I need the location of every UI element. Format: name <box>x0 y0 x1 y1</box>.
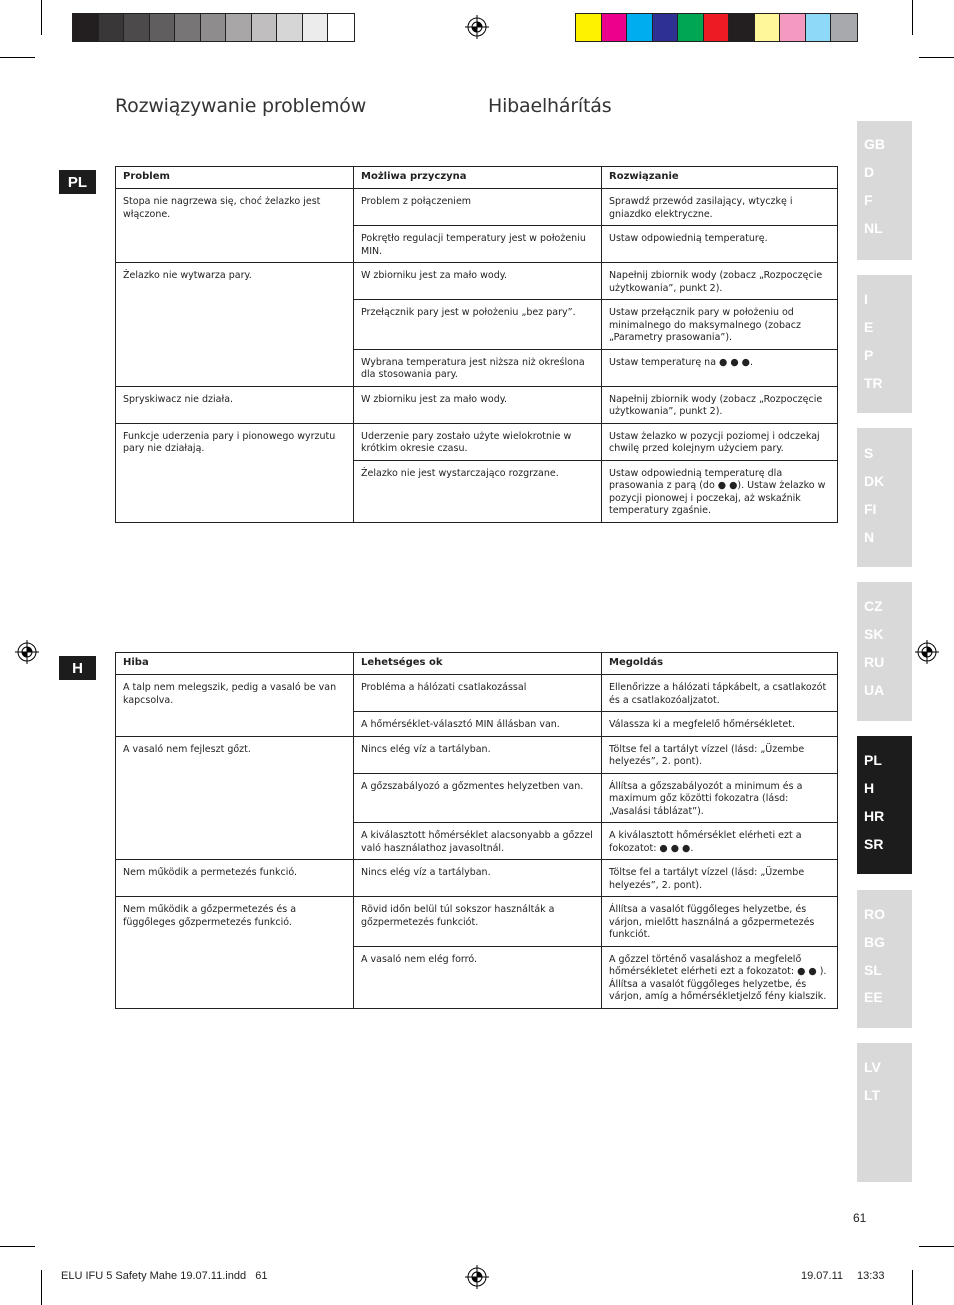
crop-mark <box>919 57 954 58</box>
solution-cell: Töltse fel a tartályt vízzel (lásd: „Üzembe helyezés”, 2. pont). <box>602 736 838 773</box>
cause-cell: Pokrętło regulacji temperatury jest w położeniu MIN. <box>354 226 602 263</box>
footer-time: 13:33 <box>857 1270 885 1282</box>
crop-mark <box>41 0 42 35</box>
color-swatch <box>678 14 704 41</box>
color-swatch <box>303 14 329 41</box>
cause-cell: Problem z połączeniem <box>354 189 602 226</box>
registration-mark-icon <box>465 15 489 39</box>
table-row <box>116 263 838 300</box>
color-swatch <box>226 14 252 41</box>
problem-cell: Nem működik a permetezés funkció. <box>116 860 354 897</box>
solution-cell: Töltse fel a tartályt vízzel (lásd: „Üzembe helyezés”, 2. pont). <box>602 860 838 897</box>
solution-cell: Ellenőrizze a hálózati tápkábelt, a csatlakozót és a csatlakozóaljzatot. <box>602 675 838 712</box>
color-swatch <box>704 14 730 41</box>
column-header: Megoldás <box>602 653 838 675</box>
table-row <box>116 386 838 423</box>
table-row <box>116 675 838 712</box>
troubleshooting-table-pl <box>115 166 838 523</box>
language-tab-label: SR <box>864 836 884 852</box>
color-swatch <box>729 14 755 41</box>
language-tab-label: RU <box>864 654 885 670</box>
language-tab-label: BG <box>864 934 885 950</box>
color-swatch <box>602 14 628 41</box>
crop-mark <box>41 1270 42 1305</box>
footer-date: 19.07.11 <box>801 1270 844 1282</box>
language-tab-group[interactable] <box>857 121 912 260</box>
table-row <box>116 736 838 773</box>
cause-cell: A hőmérséklet-választó MIN állásban van. <box>354 712 602 737</box>
solution-cell: Sprawdź przewód zasilający, wtyczkę i gniazdko elektryczne. <box>602 189 838 226</box>
problem-cell: Żelazko nie wytwarza pary. <box>116 263 354 387</box>
crop-mark <box>919 1246 954 1247</box>
language-tab-label: S <box>864 445 874 461</box>
registration-mark-icon <box>915 640 939 664</box>
column-header: Problem <box>116 167 354 189</box>
problem-cell: A vasaló nem fejleszt gőzt. <box>116 736 354 860</box>
language-tab-label: PL <box>864 752 882 768</box>
cause-cell: Probléma a hálózati csatlakozással <box>354 675 602 712</box>
process-color-bar <box>575 13 858 42</box>
page-title-hu: Hibaelhárítás <box>488 95 612 117</box>
color-swatch <box>252 14 278 41</box>
solution-cell: A kiválasztott hőmérséklet elérheti ezt a fokozatot: ● ● ●. <box>602 823 838 860</box>
table-row <box>116 423 838 460</box>
solution-cell: Ustaw żelazko w pozycji poziomej i odczekaj chwilę przed kolejnym użyciem pary. <box>602 423 838 460</box>
color-swatch <box>150 14 176 41</box>
column-header: Rozwiązanie <box>602 167 838 189</box>
color-swatch <box>175 14 201 41</box>
solution-cell: Állítsa a vasalót függőleges helyzetbe, és várjon, mielőtt használná a gőzpermetezés funkciót. <box>602 897 838 947</box>
language-tab-label: CZ <box>864 598 883 614</box>
color-swatch <box>831 14 857 41</box>
solution-cell: Ustaw odpowiednią temperaturę dla prasowania z parą (do ● ●). Ustaw żelazko w pozycji pionowej i poczekaj, aż wskaźnik temperatury zgaśnie. <box>602 460 838 522</box>
cause-cell: Nincs elég víz a tartályban. <box>354 860 602 897</box>
problem-cell: Spryskiwacz nie działa. <box>116 386 354 423</box>
language-tab-label: TR <box>864 375 883 391</box>
language-tab-label: I <box>864 291 868 307</box>
cause-cell: W zbiorniku jest za mało wody. <box>354 386 602 423</box>
solution-cell: Ustaw odpowiednią temperaturę. <box>602 226 838 263</box>
problem-cell: Nem működik a gőzpermetezés és a függőleges gőzpermetezés funkció. <box>116 897 354 1009</box>
solution-cell: Állítsa a gőzszabályozót a minimum és a maximum gőz közötti fokozatra (lásd: „Vasalási táblázat”). <box>602 773 838 823</box>
language-tag-h: H <box>59 656 96 680</box>
color-swatch <box>576 14 602 41</box>
troubleshooting-table-hu <box>115 652 838 1009</box>
color-swatch <box>124 14 150 41</box>
color-swatch <box>755 14 781 41</box>
grayscale-color-bar <box>72 13 355 42</box>
solution-cell: Napełnij zbiornik wody (zobacz „Rozpoczęcie użytkowania”, punkt 2). <box>602 263 838 300</box>
crop-mark <box>0 1246 35 1247</box>
column-header: Lehetséges ok <box>354 653 602 675</box>
language-tab-label: HR <box>864 808 885 824</box>
language-tab-group-active[interactable] <box>857 736 912 874</box>
crop-mark <box>912 0 913 35</box>
cause-cell: Żelazko nie jest wystarczająco rozgrzane. <box>354 460 602 522</box>
language-tab-label: RO <box>864 906 885 922</box>
cause-cell: Nincs elég víz a tartályban. <box>354 736 602 773</box>
page-number: 61 <box>853 1211 867 1225</box>
registration-mark-icon <box>15 640 39 664</box>
language-tab-label: F <box>864 192 873 208</box>
registration-mark-icon <box>465 1265 489 1289</box>
language-tab-label: DK <box>864 473 885 489</box>
column-header: Hiba <box>116 653 354 675</box>
language-tab-label: GB <box>864 136 885 152</box>
language-tab-label: LV <box>864 1059 881 1075</box>
language-tab-group[interactable] <box>857 582 912 721</box>
language-tab-label: E <box>864 319 874 335</box>
solution-cell: Válassza ki a megfelelő hőmérsékletet. <box>602 712 838 737</box>
problem-cell: Funkcje uderzenia pary i pionowego wyrzutu pary nie działają. <box>116 423 354 522</box>
color-swatch <box>780 14 806 41</box>
table-row <box>116 189 838 226</box>
footer-file-info: ELU IFU 5 Safety Mahe 19.07.11.indd 61 <box>61 1270 268 1282</box>
cause-cell: Uderzenie pary zostało użyte wielokrotnie w krótkim okresie czasu. <box>354 423 602 460</box>
cause-cell: A gőzszabályozó a gőzmentes helyzetben van. <box>354 773 602 823</box>
table-row <box>116 897 838 947</box>
cause-cell: Wybrana temperatura jest niższa niż określona dla stosowania pary. <box>354 349 602 386</box>
language-tab-label: SL <box>864 962 882 978</box>
language-tab-label: UA <box>864 682 885 698</box>
language-tab-label: FI <box>864 501 877 517</box>
color-swatch <box>99 14 125 41</box>
language-tab-label: NL <box>864 220 883 236</box>
solution-cell: A gőzzel történő vasaláshoz a megfelelő hőmérsékletet elérheti ezt a fokozatot: ● ● ). Állítsa a vasalót függőleges helyzetbe, és várjon, amíg a hőmérsékletjelző fény kialszik. <box>602 946 838 1008</box>
problem-cell: A talp nem melegszik, pedig a vasaló be van kapcsolva. <box>116 675 354 737</box>
color-swatch <box>328 14 354 41</box>
page-title-pl: Rozwiązywanie problemów <box>115 95 367 117</box>
crop-mark <box>912 1270 913 1305</box>
color-swatch <box>653 14 679 41</box>
language-tab-label: EE <box>864 989 883 1005</box>
cause-cell: A kiválasztott hőmérséklet alacsonyabb a gőzzel való használathoz javasoltnál. <box>354 823 602 860</box>
language-tab-label: N <box>864 529 875 545</box>
problem-cell: Stopa nie nagrzewa się, choć żelazko jest włączone. <box>116 189 354 263</box>
language-tab-label: SK <box>864 626 884 642</box>
language-tab-group[interactable] <box>857 428 912 567</box>
color-swatch <box>73 14 99 41</box>
solution-cell: Napełnij zbiornik wody (zobacz „Rozpoczęcie użytkowania”, punkt 2). <box>602 386 838 423</box>
language-tab-group[interactable] <box>857 275 912 413</box>
cause-cell: A vasaló nem elég forró. <box>354 946 602 1008</box>
language-tab-group[interactable] <box>857 1043 912 1182</box>
solution-cell: Ustaw temperaturę na ● ● ●. <box>602 349 838 386</box>
language-tab-label: H <box>864 780 875 796</box>
color-swatch <box>201 14 227 41</box>
table-row <box>116 860 838 897</box>
cause-cell: W zbiorniku jest za mało wody. <box>354 263 602 300</box>
column-header: Możliwa przyczyna <box>354 167 602 189</box>
language-tab-label: LT <box>864 1087 881 1103</box>
language-tab-label: P <box>864 347 874 363</box>
color-swatch <box>806 14 832 41</box>
crop-mark <box>0 57 35 58</box>
color-swatch <box>277 14 303 41</box>
cause-cell: Przełącznik pary jest w położeniu „bez pary”. <box>354 300 602 350</box>
solution-cell: Ustaw przełącznik pary w położeniu od minimalnego do maksymalnego (zobacz „Parametry prasowania”). <box>602 300 838 350</box>
cause-cell: Rövid időn belül túl sokszor használták a gőzpermetezés funkciót. <box>354 897 602 947</box>
language-tab-label: D <box>864 164 875 180</box>
language-tab-group[interactable] <box>857 890 912 1028</box>
color-swatch <box>627 14 653 41</box>
language-tag-pl: PL <box>59 170 96 194</box>
